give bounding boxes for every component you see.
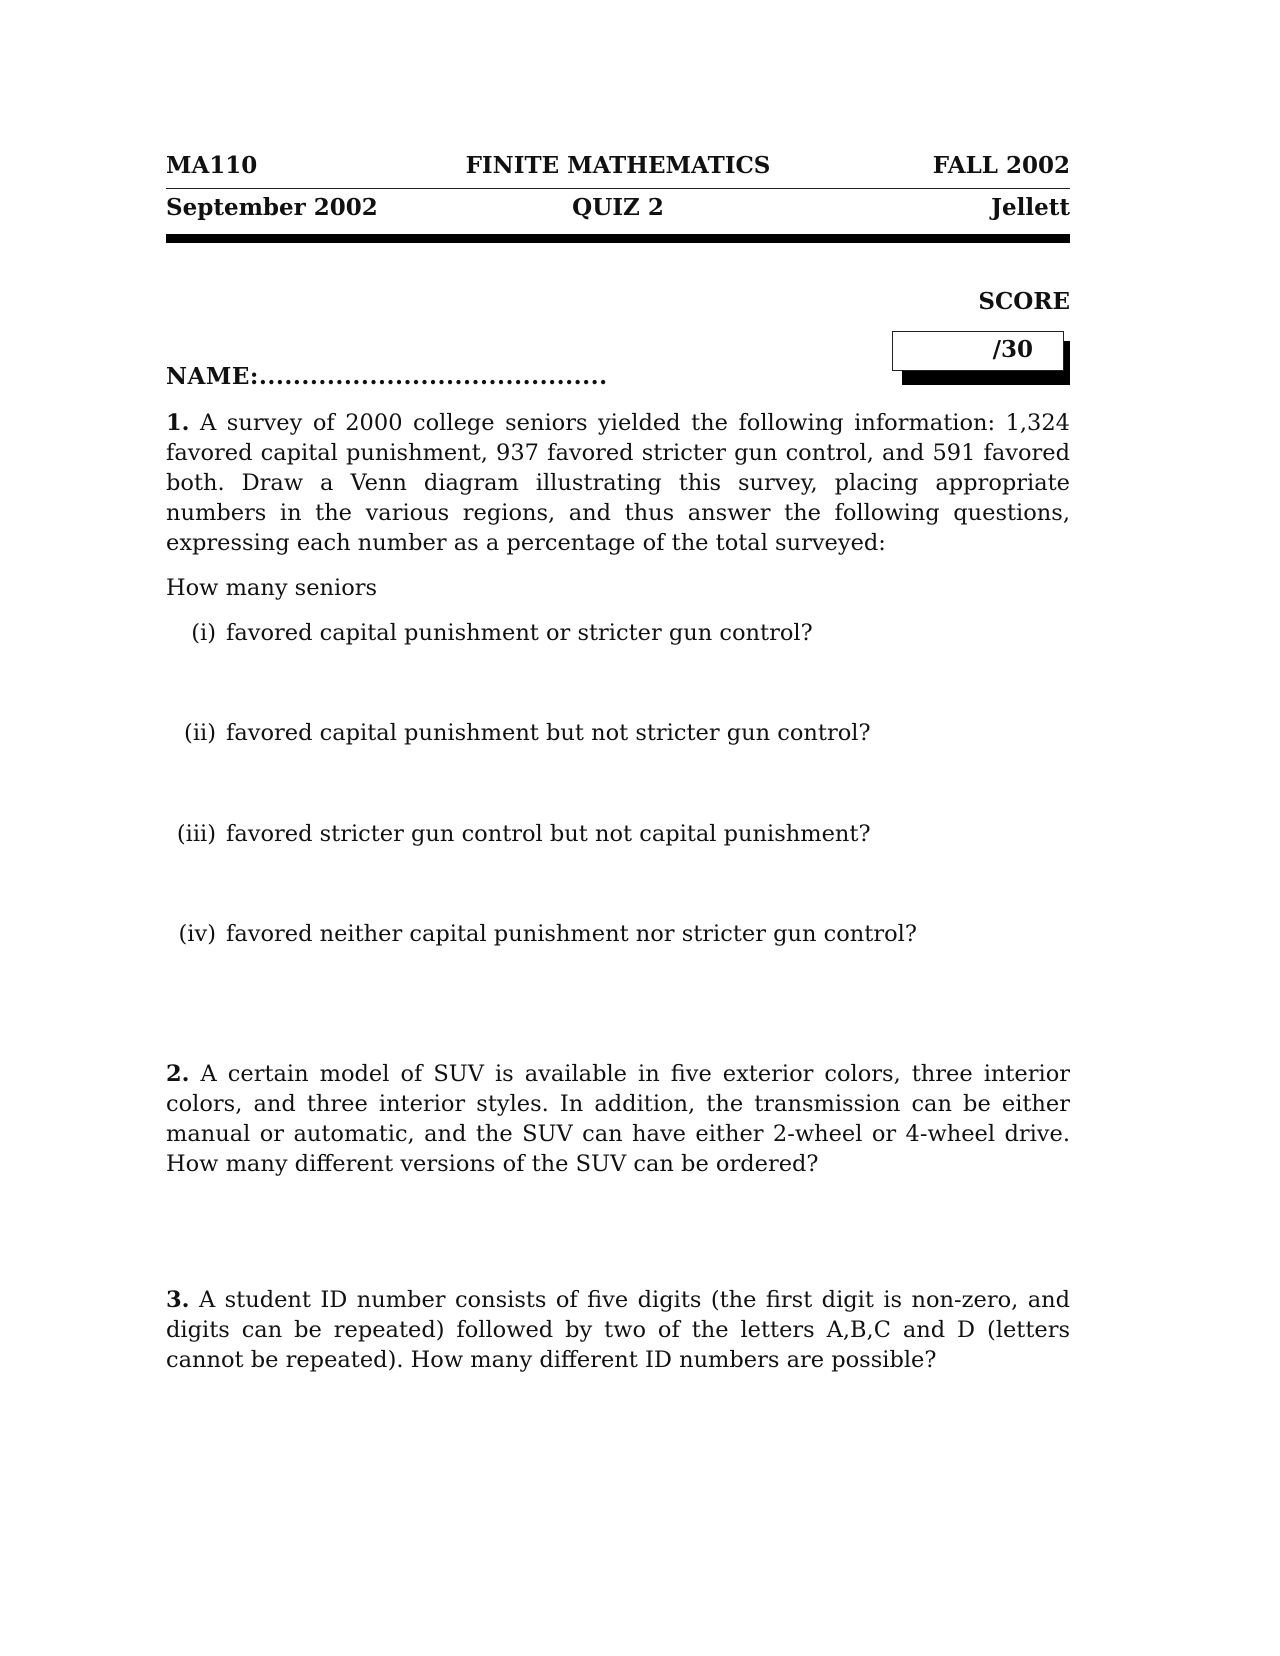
question-3-text: A student ID number consists of five digits (the first digit is non-zero, and digits can be repeated) followed by two of the letters A,B,C and D (letters cannot be repeated). How many different ID numbers are possible? xyxy=(166,1287,1071,1373)
course-title: FINITE MATHEMATICS xyxy=(465,152,771,179)
score-label: SCORE xyxy=(978,288,1070,315)
quiz-page xyxy=(166,0,1070,1656)
question-1-lead: How many seniors xyxy=(166,575,378,601)
question-3-number: 3. xyxy=(166,1287,190,1313)
quiz-date: September 2002 xyxy=(166,194,378,221)
instructor-name: Jellett xyxy=(991,194,1070,221)
score-box xyxy=(892,331,1064,371)
question-1-part-i xyxy=(166,618,813,648)
part-label: (iii) xyxy=(176,821,216,847)
header-divider xyxy=(166,188,1070,189)
header-row-bottom xyxy=(166,194,1070,224)
name-field: NAME:......................................... xyxy=(166,363,608,390)
part-text: favored capital punishment but not stricter gun control? xyxy=(226,720,871,746)
header-row-top xyxy=(166,152,1070,182)
part-text: favored neither capital punishment nor stricter gun control? xyxy=(226,921,917,947)
question-3 xyxy=(166,1285,1070,1375)
question-2 xyxy=(166,1059,1070,1179)
question-1-part-iv xyxy=(166,919,917,949)
question-1-part-iii xyxy=(166,819,871,849)
part-label: (iv) xyxy=(178,921,216,947)
question-1-part-ii xyxy=(166,718,871,748)
header-thick-rule xyxy=(166,234,1070,243)
part-text: favored stricter gun control but not capital punishment? xyxy=(226,821,871,847)
score-total: /30 xyxy=(992,336,1033,363)
question-1-number: 1. xyxy=(166,410,190,436)
question-1-text: A survey of 2000 college seniors yielded the following information: 1,324 favored capital punishment, 937 favored stricter gun control, and 591 favored both. Draw a Venn diagram illustrating this survey, placing appropriate numbers in the various regions, and thus answer the following questions, expressing each number as a percentage of the total surveyed: xyxy=(166,410,1071,556)
quiz-number: QUIZ 2 xyxy=(572,194,664,221)
part-text: favored capital punishment or stricter gun control? xyxy=(226,620,813,646)
question-1 xyxy=(166,408,1070,558)
question-2-text: A certain model of SUV is available in five exterior colors, three interior colors, and three interior styles. In addition, the transmission can be either manual or automatic, and the SUV can have either 2-wheel or 4-wheel drive. How many different versions of the SUV can be ordered? xyxy=(166,1061,1071,1177)
part-label: (ii) xyxy=(184,720,216,746)
question-2-number: 2. xyxy=(166,1061,190,1087)
term: FALL 2002 xyxy=(932,152,1070,179)
course-code: MA110 xyxy=(166,152,258,179)
part-label: (i) xyxy=(191,620,216,646)
